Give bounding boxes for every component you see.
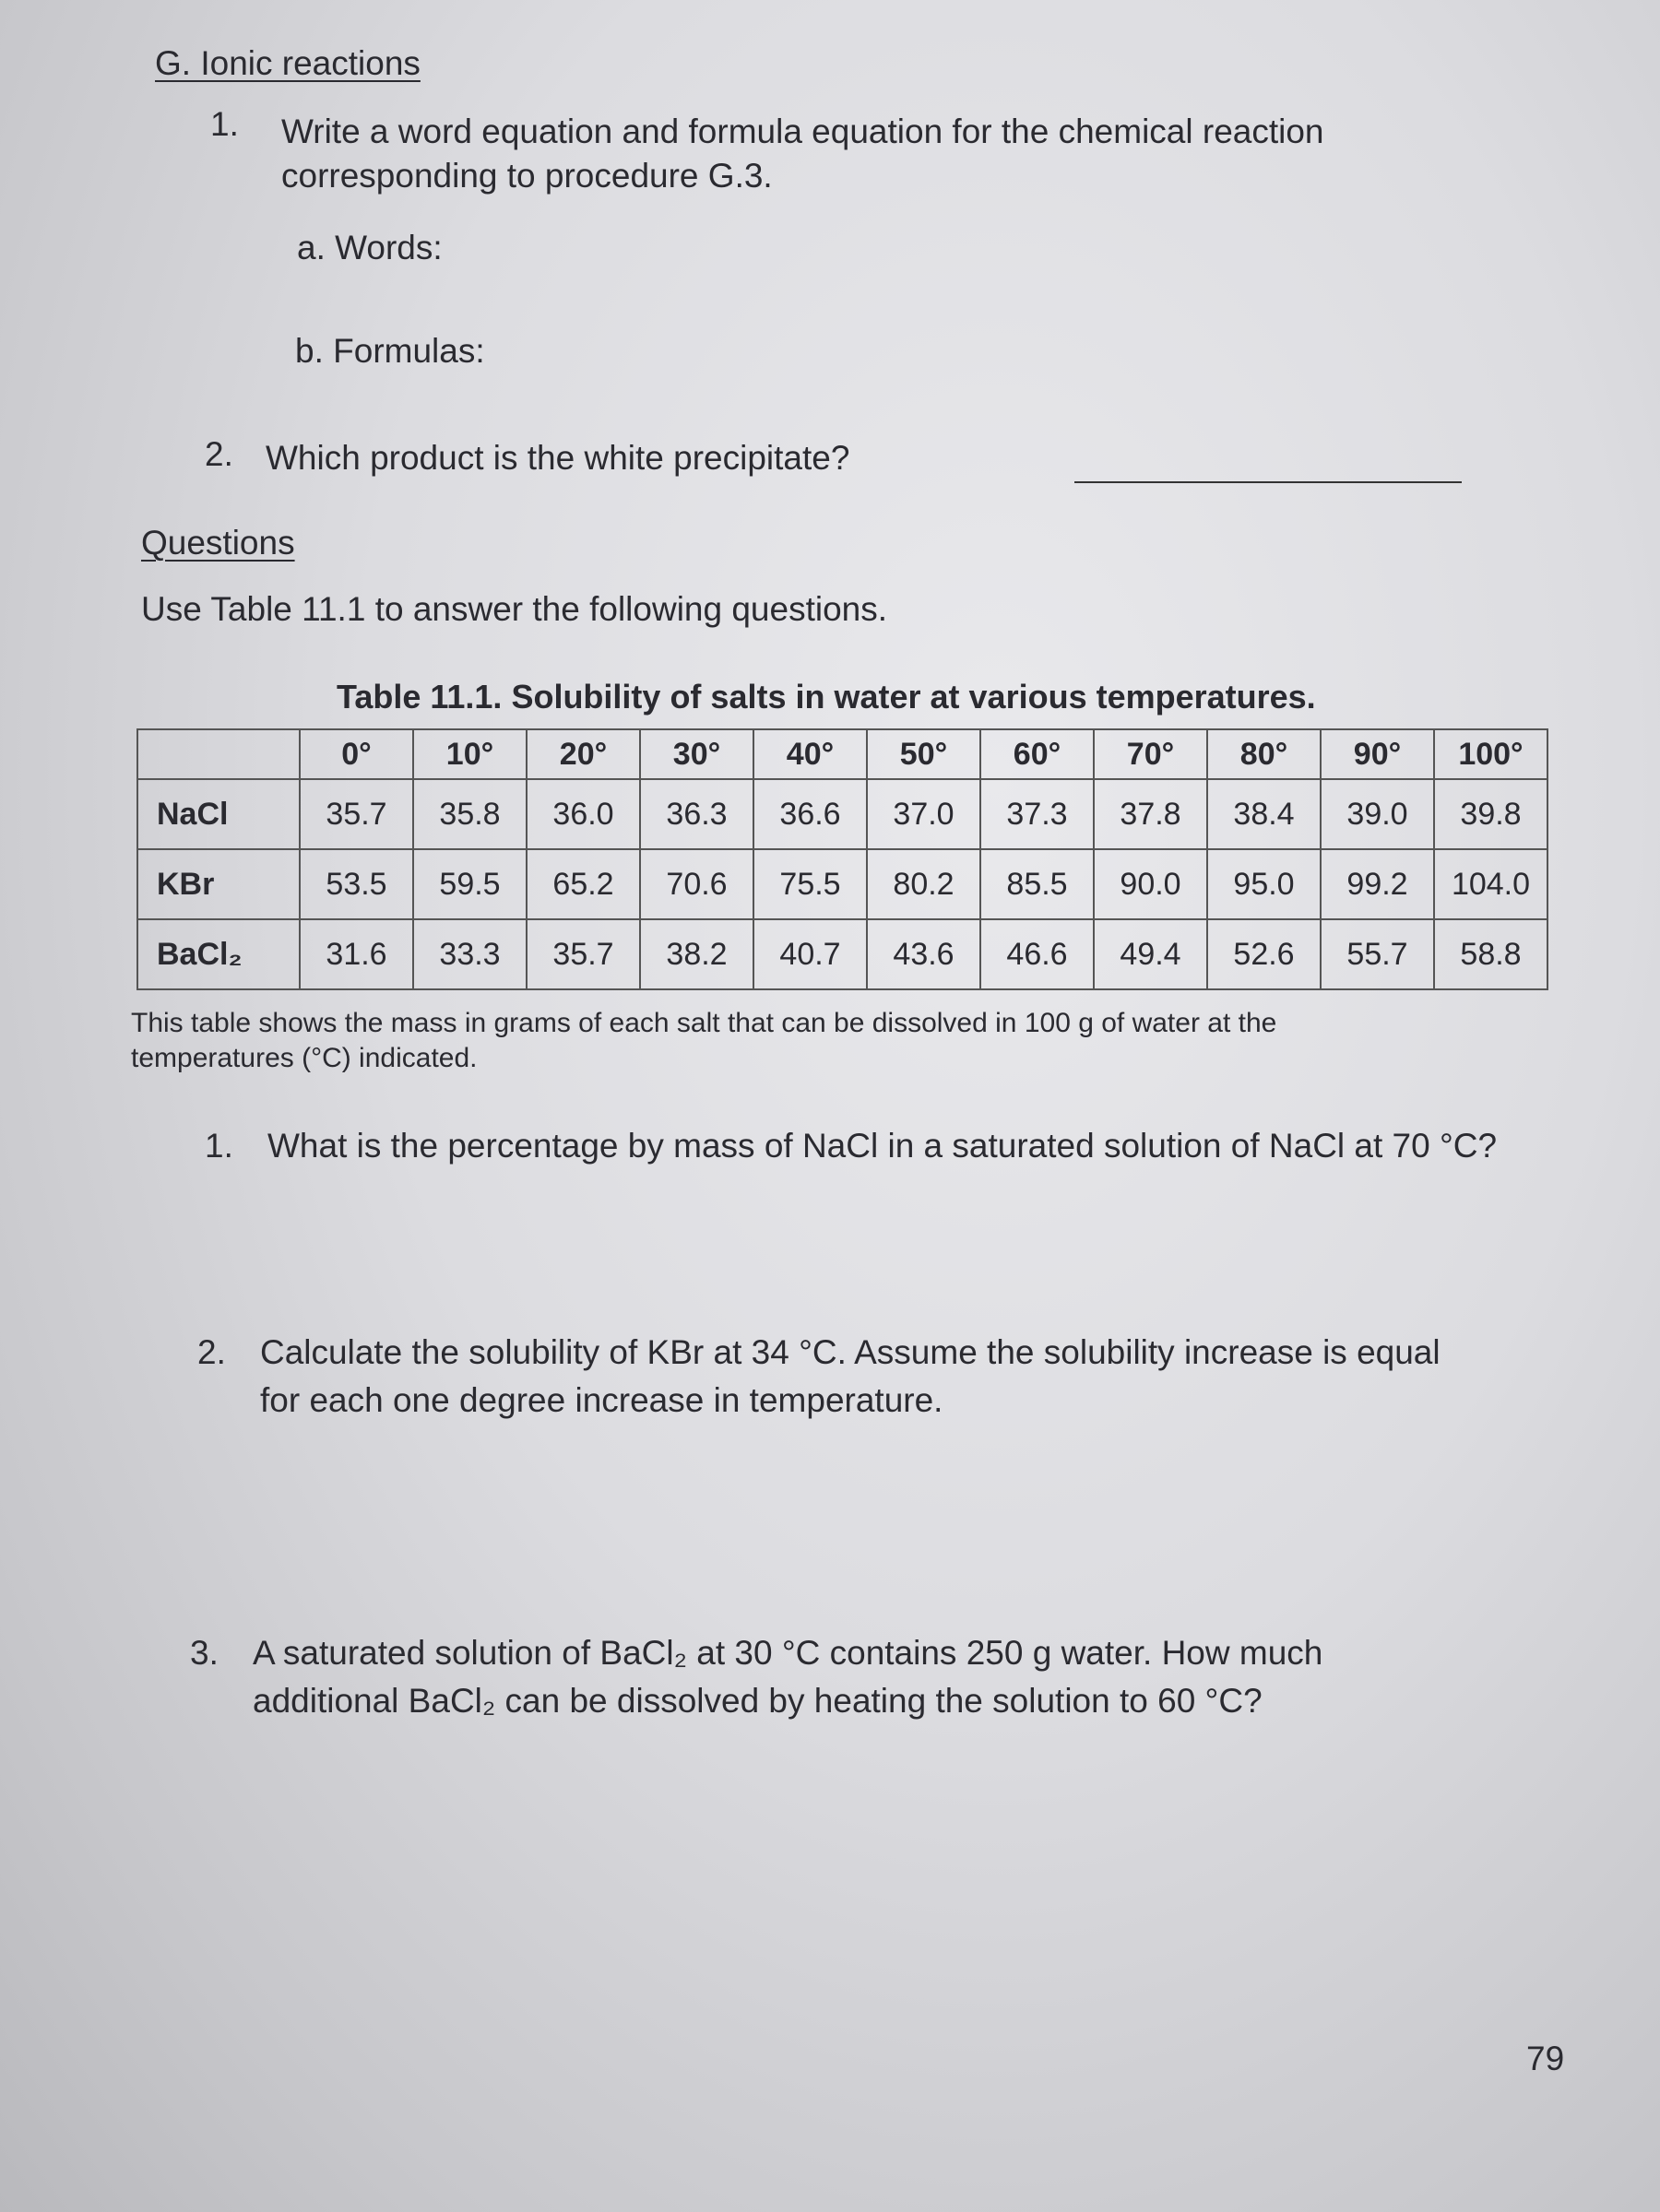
- col-header: 10°: [413, 729, 527, 779]
- q1-formulas-label: b. Formulas:: [295, 332, 485, 370]
- table-cell: 85.5: [980, 849, 1094, 919]
- item2-number: 2.: [197, 1333, 226, 1371]
- questions-intro: Use Table 11.1 to answer the following questions.: [141, 590, 888, 628]
- q2-text: Which product is the white precipitate?: [266, 439, 850, 477]
- col-header: 0°: [300, 729, 413, 779]
- table-cell: 38.2: [640, 919, 753, 989]
- row-label: NaCl: [137, 779, 300, 849]
- table-cell: 37.0: [867, 779, 980, 849]
- table-note-line2: temperatures (°C) indicated.: [131, 1043, 478, 1073]
- item1-text: What is the percentage by mass of NaCl in a saturated solution of NaCl at 70 °C?: [267, 1127, 1498, 1165]
- col-header: 50°: [867, 729, 980, 779]
- q1-text-line1: Write a word equation and formula equation for the chemical reaction: [281, 112, 1324, 150]
- table-corner-cell: [137, 729, 300, 779]
- item2-text-line1: Calculate the solubility of KBr at 34 °C. Assume the solubility increase is equal: [260, 1333, 1441, 1371]
- table-cell: 36.0: [527, 779, 640, 849]
- q2-answer-line[interactable]: [1074, 481, 1462, 483]
- item2-text-line2: for each one degree increase in temperature.: [260, 1381, 943, 1419]
- q2-number: 2.: [205, 435, 233, 473]
- table-cell: 37.8: [1094, 779, 1207, 849]
- table-cell: 59.5: [413, 849, 527, 919]
- table-cell: 31.6: [300, 919, 413, 989]
- table-cell: 58.8: [1434, 919, 1547, 989]
- col-header: 80°: [1207, 729, 1321, 779]
- table-row: [137, 849, 1547, 919]
- table-cell: 53.5: [300, 849, 413, 919]
- table-cell: 46.6: [980, 919, 1094, 989]
- table-cell: 40.7: [753, 919, 867, 989]
- table-cell: 35.7: [527, 919, 640, 989]
- col-header: 70°: [1094, 729, 1207, 779]
- page-number: 79: [1526, 2040, 1565, 2077]
- questions-heading: Questions: [141, 524, 295, 562]
- table-row: [137, 919, 1547, 989]
- table-note-line1: This table shows the mass in grams of each salt that can be dissolved in 100 g of water at the: [131, 1008, 1277, 1038]
- col-header: 100°: [1434, 729, 1547, 779]
- item3-text-line1: A saturated solution of BaCl₂ at 30 °C contains 250 g water. How much: [253, 1634, 1323, 1672]
- table-cell: 55.7: [1321, 919, 1434, 989]
- table-cell: 52.6: [1207, 919, 1321, 989]
- table-cell: 43.6: [867, 919, 980, 989]
- q1-text-line2: corresponding to procedure G.3.: [281, 157, 773, 195]
- table-cell: 75.5: [753, 849, 867, 919]
- q1-number: 1.: [210, 105, 239, 143]
- col-header: 20°: [527, 729, 640, 779]
- col-header: 90°: [1321, 729, 1434, 779]
- table-cell: 38.4: [1207, 779, 1321, 849]
- table-cell: 35.8: [413, 779, 527, 849]
- table-cell: 104.0: [1434, 849, 1547, 919]
- table-row: [137, 779, 1547, 849]
- section-heading: G. Ionic reactions: [155, 44, 421, 82]
- table-cell: 37.3: [980, 779, 1094, 849]
- table-caption: Table 11.1. Solubility of salts in water at various temperatures.: [337, 678, 1316, 716]
- item3-text-line2: additional BaCl₂ can be dissolved by heating the solution to 60 °C?: [253, 1682, 1263, 1720]
- table-cell: 36.6: [753, 779, 867, 849]
- table-cell: 36.3: [640, 779, 753, 849]
- table-cell: 39.8: [1434, 779, 1547, 849]
- row-label: KBr: [137, 849, 300, 919]
- item1-number: 1.: [205, 1127, 233, 1165]
- table-cell: 70.6: [640, 849, 753, 919]
- solubility-table: [136, 728, 1548, 990]
- row-label: BaCl₂: [137, 919, 300, 989]
- table-cell: 95.0: [1207, 849, 1321, 919]
- table-cell: 35.7: [300, 779, 413, 849]
- table-cell: 99.2: [1321, 849, 1434, 919]
- q1-words-label: a. Words:: [297, 229, 443, 266]
- table-cell: 49.4: [1094, 919, 1207, 989]
- table-cell: 39.0: [1321, 779, 1434, 849]
- table-cell: 33.3: [413, 919, 527, 989]
- table-cell: 90.0: [1094, 849, 1207, 919]
- table-cell: 65.2: [527, 849, 640, 919]
- table-header-row: [137, 729, 1547, 779]
- col-header: 30°: [640, 729, 753, 779]
- col-header: 60°: [980, 729, 1094, 779]
- col-header: 40°: [753, 729, 867, 779]
- item3-number: 3.: [190, 1634, 219, 1672]
- table-cell: 80.2: [867, 849, 980, 919]
